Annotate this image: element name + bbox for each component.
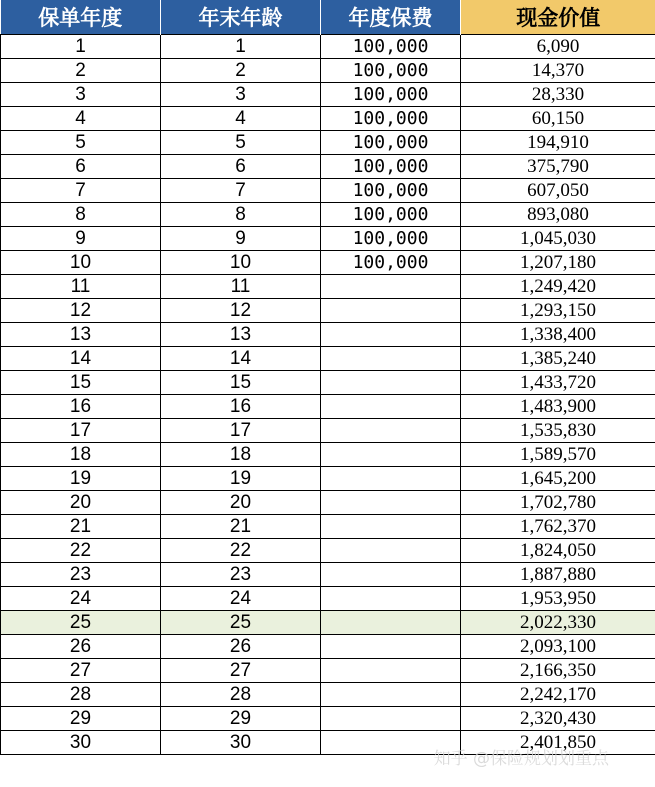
cell-policy-year: 18 [1,443,161,467]
cell-policy-year: 25 [1,611,161,635]
header-end-age: 年末年龄 [161,0,321,35]
table-row [1,419,655,443]
cell-cash-value: 6,090 [461,35,655,59]
table-row [1,131,655,155]
cell-end-age: 1 [161,35,321,59]
cell-policy-year: 20 [1,491,161,515]
cell-cash-value: 1,762,370 [461,515,655,539]
table-row [1,35,655,59]
cell-end-age: 25 [161,611,321,635]
table-row [1,347,655,371]
cell-end-age: 17 [161,419,321,443]
table-row [1,611,655,635]
cell-annual-premium: 100,000 [321,155,461,179]
table-row [1,395,655,419]
table-body [1,35,655,755]
table-row [1,683,655,707]
cell-cash-value: 1,535,830 [461,419,655,443]
cell-end-age: 28 [161,683,321,707]
cell-cash-value: 2,401,850 [461,731,655,755]
cell-cash-value: 893,080 [461,203,655,227]
cell-end-age: 16 [161,395,321,419]
table-row [1,227,655,251]
watermark: 知乎 @保险规划划重点 [433,749,609,769]
cell-cash-value: 2,166,350 [461,659,655,683]
cell-annual-premium: 100,000 [321,83,461,107]
cell-policy-year: 10 [1,251,161,275]
cell-end-age: 2 [161,59,321,83]
cell-end-age: 29 [161,707,321,731]
cell-policy-year: 23 [1,563,161,587]
table-row [1,299,655,323]
cell-policy-year: 7 [1,179,161,203]
cell-annual-premium [321,659,461,683]
cell-end-age: 11 [161,275,321,299]
cell-policy-year: 24 [1,587,161,611]
cell-annual-premium [321,323,461,347]
cell-cash-value: 1,824,050 [461,539,655,563]
table-row [1,323,655,347]
cell-end-age: 3 [161,83,321,107]
cell-annual-premium [321,563,461,587]
cell-cash-value: 1,249,420 [461,275,655,299]
cell-cash-value: 1,702,780 [461,491,655,515]
cell-end-age: 13 [161,323,321,347]
cell-cash-value: 28,330 [461,83,655,107]
cell-policy-year: 12 [1,299,161,323]
table-row [1,563,655,587]
cell-end-age: 22 [161,539,321,563]
cell-annual-premium [321,395,461,419]
cell-cash-value: 1,589,570 [461,443,655,467]
header-policy-year: 保单年度 [1,0,161,35]
table-row [1,251,655,275]
cell-annual-premium: 100,000 [321,251,461,275]
cell-policy-year: 3 [1,83,161,107]
table-row [1,179,655,203]
cell-annual-premium [321,707,461,731]
cell-end-age: 6 [161,155,321,179]
table-row [1,467,655,491]
cell-annual-premium: 100,000 [321,59,461,83]
cell-end-age: 7 [161,179,321,203]
table-row [1,539,655,563]
cell-cash-value: 1,645,200 [461,467,655,491]
cell-cash-value: 1,338,400 [461,323,655,347]
cell-policy-year: 16 [1,395,161,419]
table-row [1,659,655,683]
cell-annual-premium: 100,000 [321,107,461,131]
cell-policy-year: 14 [1,347,161,371]
cell-annual-premium: 100,000 [321,203,461,227]
cell-end-age: 14 [161,347,321,371]
cell-cash-value: 194,910 [461,131,655,155]
cell-end-age: 21 [161,515,321,539]
cell-annual-premium: 100,000 [321,227,461,251]
cell-annual-premium [321,611,461,635]
cell-annual-premium: 100,000 [321,131,461,155]
cell-policy-year: 26 [1,635,161,659]
cell-annual-premium [321,371,461,395]
cell-end-age: 20 [161,491,321,515]
cell-annual-premium: 100,000 [321,35,461,59]
cell-end-age: 10 [161,251,321,275]
cell-annual-premium [321,683,461,707]
cell-policy-year: 11 [1,275,161,299]
cell-end-age: 8 [161,203,321,227]
table-row [1,59,655,83]
cell-annual-premium [321,515,461,539]
cell-annual-premium [321,275,461,299]
cell-cash-value: 1,045,030 [461,227,655,251]
cell-cash-value: 1,433,720 [461,371,655,395]
cell-cash-value: 1,293,150 [461,299,655,323]
table-row [1,443,655,467]
table-header [1,0,655,35]
cell-end-age: 4 [161,107,321,131]
cell-policy-year: 8 [1,203,161,227]
cell-cash-value: 1,887,880 [461,563,655,587]
cell-policy-year: 2 [1,59,161,83]
cell-policy-year: 9 [1,227,161,251]
cell-cash-value: 2,093,100 [461,635,655,659]
cell-cash-value: 1,207,180 [461,251,655,275]
cell-annual-premium [321,443,461,467]
cell-cash-value: 1,953,950 [461,587,655,611]
cell-annual-premium [321,419,461,443]
table-row [1,491,655,515]
table-row [1,155,655,179]
cell-policy-year: 17 [1,419,161,443]
cell-annual-premium [321,731,461,755]
table-row [1,707,655,731]
cell-cash-value: 2,242,170 [461,683,655,707]
cell-end-age: 27 [161,659,321,683]
cell-end-age: 12 [161,299,321,323]
cell-annual-premium [321,347,461,371]
header-row [1,0,655,35]
cell-cash-value: 60,150 [461,107,655,131]
table-row [1,83,655,107]
cell-annual-premium [321,635,461,659]
cell-end-age: 9 [161,227,321,251]
cell-policy-year: 1 [1,35,161,59]
cell-cash-value: 14,370 [461,59,655,83]
cell-policy-year: 29 [1,707,161,731]
table-row [1,587,655,611]
cell-annual-premium: 100,000 [321,179,461,203]
table-row [1,203,655,227]
cell-end-age: 30 [161,731,321,755]
cell-policy-year: 15 [1,371,161,395]
cell-annual-premium [321,299,461,323]
cell-annual-premium [321,587,461,611]
cell-cash-value: 1,385,240 [461,347,655,371]
header-annual-premium: 年度保费 [321,0,461,35]
header-cash-value: 现金价值 [461,0,655,35]
table-row [1,731,655,755]
cell-policy-year: 28 [1,683,161,707]
table-row [1,107,655,131]
cell-end-age: 15 [161,371,321,395]
cell-cash-value: 2,022,330 [461,611,655,635]
table-row [1,635,655,659]
cell-policy-year: 5 [1,131,161,155]
cell-end-age: 5 [161,131,321,155]
cell-end-age: 18 [161,443,321,467]
cell-policy-year: 4 [1,107,161,131]
cell-annual-premium [321,539,461,563]
cell-policy-year: 21 [1,515,161,539]
cell-end-age: 24 [161,587,321,611]
cell-cash-value: 2,320,430 [461,707,655,731]
cell-cash-value: 375,790 [461,155,655,179]
cell-policy-year: 13 [1,323,161,347]
cell-end-age: 19 [161,467,321,491]
cell-annual-premium [321,491,461,515]
cell-policy-year: 22 [1,539,161,563]
cell-cash-value: 607,050 [461,179,655,203]
cell-end-age: 23 [161,563,321,587]
cell-cash-value: 1,483,900 [461,395,655,419]
cell-policy-year: 6 [1,155,161,179]
cell-end-age: 26 [161,635,321,659]
cell-policy-year: 19 [1,467,161,491]
table-row [1,371,655,395]
cell-policy-year: 30 [1,731,161,755]
table-row [1,515,655,539]
cell-policy-year: 27 [1,659,161,683]
cell-annual-premium [321,467,461,491]
table-row [1,275,655,299]
